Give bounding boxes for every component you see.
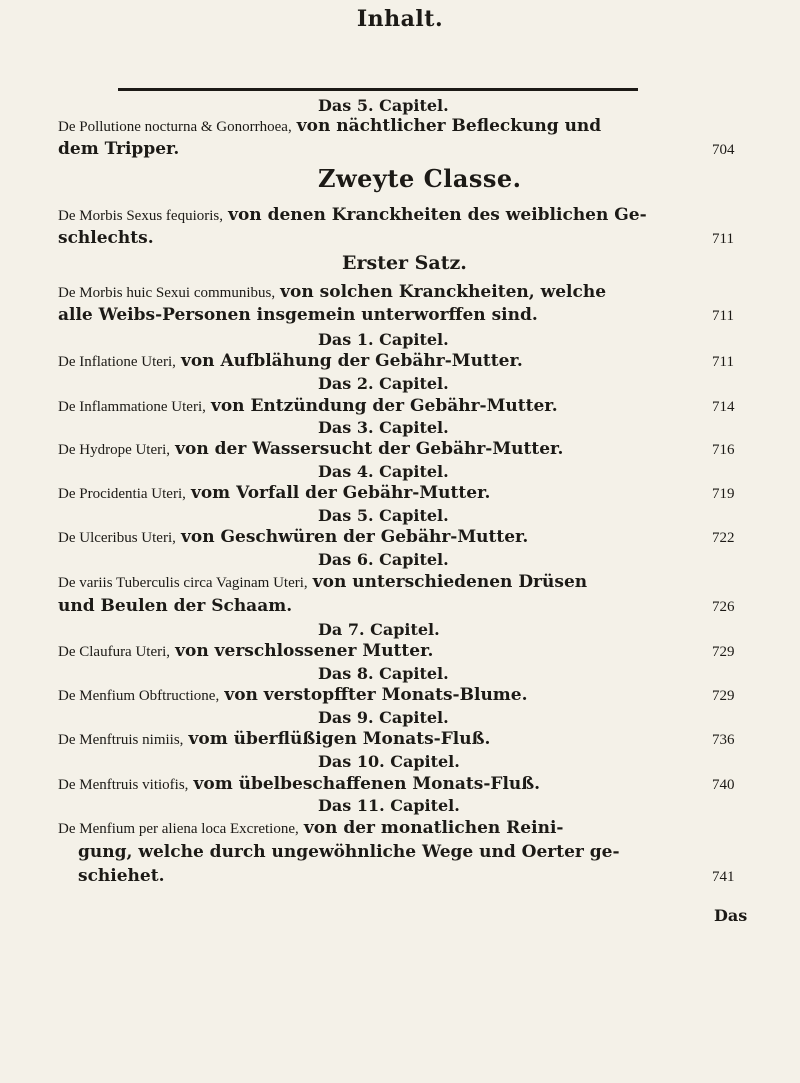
toc-entry bbox=[58, 774, 540, 794]
latin-title: De Morbis huic Sexui communibus, bbox=[58, 285, 276, 301]
page-number: 704 bbox=[712, 142, 735, 158]
latin-title: De Inflatione Uteri, bbox=[58, 354, 176, 370]
toc-entry bbox=[58, 818, 563, 838]
toc-entry bbox=[58, 685, 528, 705]
toc-entry bbox=[58, 282, 606, 302]
chapter-heading: Das 9. Capitel. bbox=[318, 708, 449, 727]
toc-entry bbox=[58, 483, 490, 503]
page-number: 711 bbox=[712, 308, 734, 324]
toc-entry bbox=[58, 351, 523, 371]
chapter-heading: Das 11. Capitel. bbox=[318, 796, 460, 815]
german-title: von der Wassersucht der Gebähr-Mutter. bbox=[175, 439, 564, 459]
german-title: von denen Kranckheiten des weiblichen Ge- bbox=[228, 205, 647, 225]
german-title: von Entzündung der Gebähr-Mutter. bbox=[210, 396, 558, 416]
latin-title: De Ulceribus Uteri, bbox=[58, 530, 176, 546]
latin-title: De Hydrope Uteri, bbox=[58, 442, 171, 458]
chapter-heading: Da 7. Capitel. bbox=[318, 620, 440, 639]
latin-title: De Inflammatione Uteri, bbox=[58, 399, 206, 415]
chapter-heading: Das 3. Capitel. bbox=[318, 418, 449, 437]
header-rule bbox=[118, 88, 638, 91]
toc-entry bbox=[58, 572, 587, 592]
toc-entry-continuation: und Beulen der Schaam. bbox=[58, 596, 293, 616]
toc-entry bbox=[58, 439, 563, 459]
toc-entry-continuation: schiehet. bbox=[78, 866, 165, 886]
latin-title: De Pollutione nocturna & Gonorrhoea, bbox=[58, 119, 292, 135]
toc-entry bbox=[58, 116, 601, 136]
latin-title: De variis Tuberculis circa Vaginam Uteri, bbox=[58, 575, 308, 591]
page-number: 714 bbox=[712, 399, 735, 415]
catchword: Das bbox=[714, 906, 748, 925]
latin-title: De Menfium per aliena loca Excretione, bbox=[58, 821, 299, 837]
chapter-heading: Das 6. Capitel. bbox=[318, 550, 449, 569]
toc-entry bbox=[58, 641, 433, 661]
page-number: 729 bbox=[712, 688, 735, 704]
page-number: 719 bbox=[712, 486, 735, 502]
page-number: 740 bbox=[712, 777, 735, 793]
toc-entry bbox=[58, 729, 490, 749]
chapter-heading: Das 2. Capitel. bbox=[318, 374, 449, 393]
page-number: 722 bbox=[712, 530, 735, 546]
toc-entry-continuation: dem Tripper. bbox=[58, 139, 180, 159]
toc-entry-continuation: gung, welche durch ungewöhnliche Wege und Oerter ge- bbox=[78, 842, 620, 862]
chapter-heading: Das 5. Capitel. bbox=[318, 96, 449, 115]
class-heading: Zweyte Classe. bbox=[318, 164, 522, 193]
german-title: von der monatlichen Reini- bbox=[303, 818, 564, 838]
chapter-heading: Das 10. Capitel. bbox=[318, 752, 460, 771]
german-title: von nächtlicher Befleckung und bbox=[296, 116, 602, 136]
page-header: Inhalt. bbox=[356, 6, 444, 32]
latin-title: De Menftruis vitiofis, bbox=[58, 777, 189, 793]
german-title: von solchen Kranckheiten, welche bbox=[280, 282, 607, 302]
german-title: von verstopffter Monats-Blume. bbox=[224, 685, 528, 705]
german-title: vom Vorfall der Gebähr-Mutter. bbox=[190, 483, 491, 503]
page-number: 741 bbox=[712, 869, 735, 885]
german-title: von verschlossener Mutter. bbox=[175, 641, 434, 661]
latin-title: De Morbis Sexus fequioris, bbox=[58, 208, 223, 224]
toc-entry bbox=[58, 205, 647, 225]
page-number: 726 bbox=[712, 599, 735, 615]
german-title: vom überflüßigen Monats-Fluß. bbox=[188, 729, 491, 749]
latin-title: De Procidentia Uteri, bbox=[58, 486, 186, 502]
latin-title: De Claufura Uteri, bbox=[58, 644, 171, 660]
chapter-heading: Das 5. Capitel. bbox=[318, 506, 449, 525]
latin-title: De Menfium Obftructione, bbox=[58, 688, 220, 704]
page-number: 736 bbox=[712, 732, 735, 748]
german-title: vom übelbeschaffenen Monats-Fluß. bbox=[193, 774, 541, 794]
page-number: 729 bbox=[712, 644, 735, 660]
toc-entry-continuation: alle Weibs-Personen insgemein unterworffen sind. bbox=[58, 305, 538, 325]
page-number: 711 bbox=[712, 231, 734, 247]
page-number: 716 bbox=[712, 442, 735, 458]
toc-entry-continuation: schlechts. bbox=[58, 228, 154, 248]
chapter-heading: Das 1. Capitel. bbox=[318, 330, 449, 349]
toc-entry bbox=[58, 396, 558, 416]
toc-entry bbox=[58, 527, 528, 547]
german-title: von Aufblähung der Gebähr-Mutter. bbox=[180, 351, 523, 371]
section-heading: Erster Satz. bbox=[342, 252, 467, 274]
chapter-heading: Das 8. Capitel. bbox=[318, 664, 449, 683]
chapter-heading: Das 4. Capitel. bbox=[318, 462, 449, 481]
german-title: von Geschwüren der Gebähr-Mutter. bbox=[180, 527, 529, 547]
page-number: 711 bbox=[712, 354, 734, 370]
german-title: von unterschiedenen Drüsen bbox=[312, 572, 588, 592]
latin-title: De Menftruis nimiis, bbox=[58, 732, 184, 748]
